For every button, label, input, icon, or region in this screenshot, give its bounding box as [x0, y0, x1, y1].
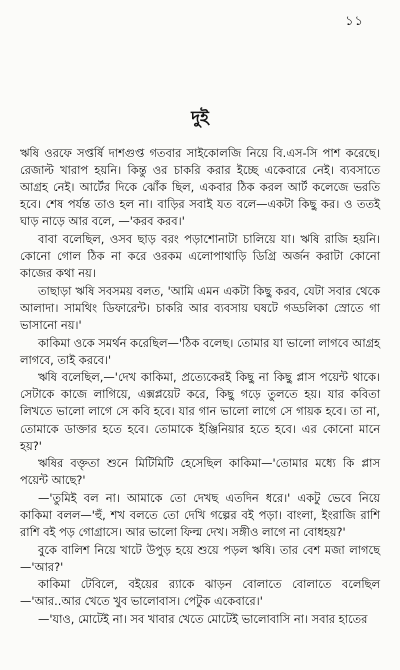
paragraph-1: ঋষি ওরফে সপ্তর্ষি দাশগুপ্ত গতবার সাইকোলজি নিয়ে বি.এস-সি পাশ করেছে। রেজাল্ট খারাপ হয়নি। কিন্তু ওর চাকরি করার ইচ্ছে একেবারে নেই। ব্যবসাতে আগ্রহ নেই। আর্টের দিকে ঝোঁক ছিল, একবার ঠিক করল আর্ট কলেজে ভরতি হবে। শেষ পর্যন্ত তাও হল না। বাড়ির সবাই যত বলে—একটা কিছু কর। ও ততই ঘাড় নাড়ে আর বলে, —'করব করব।' [20, 146, 380, 229]
body-text [20, 145, 380, 629]
page-number: ১১ [345, 14, 364, 29]
paragraph-9: কাকিমা টেবিলে, বইয়ের র‍্যাকে ঝাড়ন বোলাতে বোলাতে বলেছিল—'আর..আর খেতে খুব ভালোবাস। পেটুক একেবারে।' [20, 577, 380, 609]
paragraph-8: বুকে বালিশ নিয়ে খাটে উপুড় হয়ে শুয়ে পড়ল ঋষি। তার বেশ মজা লাগছে—'আর?' [20, 542, 380, 574]
paragraph-5: ঋষি বলেছিল,—'দেখ কাকিমা, প্রত্যেকেরই কিছু না কিছু প্লাস পয়েন্ট থাকে। সেটাকে কাজে লাগিয়ে, এক্সপ্লয়েট করে, কিছু গড়ে তুলতে হয়। যার কবিতা লিখতে ভালো লাগে সে কবি হবে। যার গান ভালো লাগে সে গায়ক হবে। তা না, তোমাকে ডাক্তার হতে হবে। তোমাকে ইঞ্জিনিয়ার হতে হবে। এর কোনো মানে হয়?' [20, 370, 380, 453]
paragraph-7: —'তুমিই বল না। আমাকে তো দেখছ এতদিন ধরে।' একটু ভেবে নিয়ে কাকিমা বলল—'হুঁ, শখ বলতে তো দেখি গল্পের বই পড়া। বাংলা, ইংরাজি রাশি রাশি বই পড় গোগ্রাসে। আর ভালো ফিল্ম দেখ। সঙ্গীও লাগে না বোধহয়?' [20, 490, 380, 540]
paragraph-6: ঋষির বক্তৃতা শুনে মিটিমিটি হেসেছিল কাকিমা—'তোমার মধ্যে কি প্লাস পয়েন্ট আছে?' [20, 456, 380, 488]
chapter-title: দুই [191, 108, 209, 128]
paragraph-4: কাকিমা ওকে সমর্থন করেছিল—'ঠিক বলেছ। তোমার যা ভালো লাগবে আগ্রহ লাগবে, তাই করবে।' [20, 335, 380, 367]
paragraph-2: বাবা বলেছিল, ওসব ছাড় বরং পড়াশোনাটা চালিয়ে যা। ঋষি রাজি হয়নি। কোনো গোল ঠিক না করে ওরকম এলোপাথাড়ি ডিগ্রি অর্জন করাটা কোনো কাজের কথা নয়। [20, 231, 380, 281]
paragraph-10: —'যাও, মোটেই না। সব খাবার খেতে মোটেই ভালোবাসি না। সবার হাতের [38, 612, 368, 627]
paragraph-3: তাছাড়া ঋষি সবসময় বলত, 'আমি এমন একটা কিছু করব, যেটা সবার থেকে আলাদা। সামথিং ডিফারেন্ট। চাকরি আর ব্যবসায় ঘষটে গড্ডলিকা স্রোতে গা ভাসানো নয়।' [20, 283, 380, 332]
